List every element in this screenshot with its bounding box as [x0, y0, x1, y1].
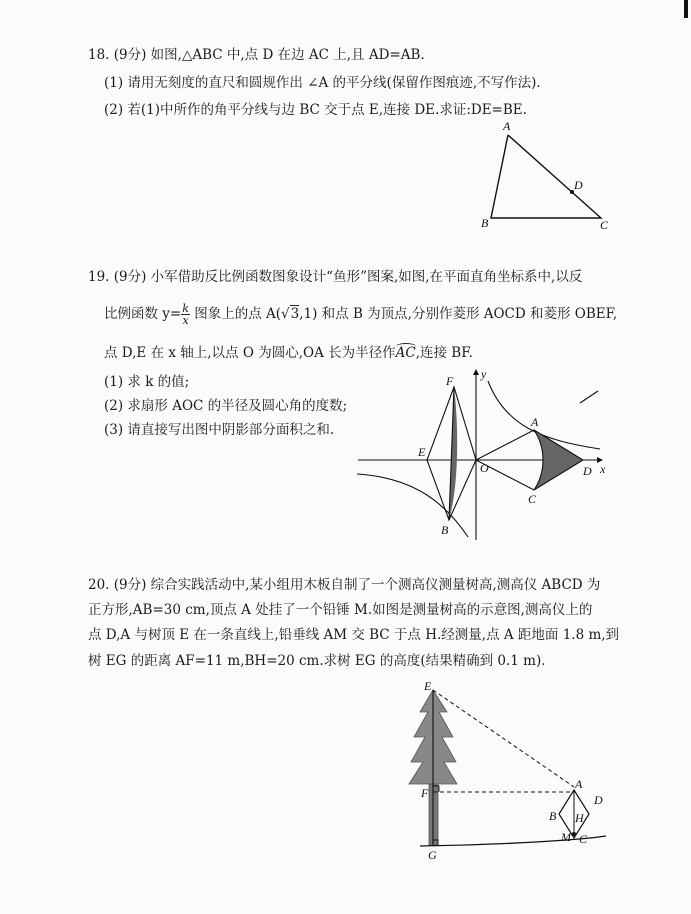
q20-line4: 树 EG 的距离 AF=11 m,BH=20 cm.求树 EG 的高度(结果精确到 0.1 m).: [88, 653, 546, 669]
label-d: D: [594, 793, 603, 807]
q20-line3: 点 D,A 与树顶 E 在一条直线上,铅垂线 AM 交 BC 于点 H.经测量,点 A 距地面 1.8 m,到: [88, 627, 620, 643]
q19-line2: 比例函数 y= $\frac{k}{x}$ 图象上的点 A(√3,1) 和点 B 为顶点,分别作菱形 AOCD 和菱形 OBEF,: [104, 302, 618, 327]
arc-ac-symbol: AC: [395, 345, 416, 361]
q19-line1: 19. (9分) 小军借助反比例函数图象设计“鱼形”图案,如图,在平面直角坐标系中,以反: [88, 269, 583, 285]
label-h: H: [575, 811, 584, 825]
label-c: C: [579, 832, 588, 846]
label-d: D: [574, 178, 583, 192]
q20-line2: 正方形,AB=30 cm,顶点 A 处挂了一个铅锤 M.如图是测量树高的示意图,测高仪上的: [88, 602, 593, 618]
label-f: F: [421, 786, 429, 800]
q19-part3: (3) 请直接写出图中阴影部分面积之和.: [104, 422, 335, 438]
q19-part2: (2) 求扇形 AOC 的半径及圆心角的度数;: [104, 398, 348, 414]
sight-line-ea: [433, 690, 574, 787]
label-x: x: [600, 462, 606, 476]
label-g: G: [428, 848, 437, 862]
label-o: O: [480, 461, 489, 475]
label-m: M: [561, 830, 571, 844]
q20-line1: 20. (9分) 综合实践活动中,某小组用木板自制了一个测高仪测量树高,测高仪 ABCD 为: [88, 577, 601, 593]
q18-stem: 18. (9分) 如图,△ABC 中,点 D 在边 AC 上,且 AD=AB.: [88, 47, 425, 63]
label-e: E: [418, 445, 426, 459]
q18-part1: (1) 请用无刻度的直尺和圆规作出 ∠A 的平分线(保留作图痕迹,不写作法).: [104, 75, 541, 91]
label-y: y: [481, 367, 487, 381]
q19-part1: (1) 求 k 的值;: [104, 374, 190, 390]
label-a: A: [575, 777, 583, 791]
label-e: E: [424, 679, 432, 693]
label-c: C: [600, 218, 609, 232]
label-b: B: [549, 809, 557, 823]
label-b: B: [441, 523, 449, 537]
fraction-k-over-x: $\frac{k}{x}$: [182, 302, 189, 327]
label-a: A: [531, 415, 539, 429]
label-c: C: [528, 492, 537, 506]
q19-line3: 点 D,E 在 x 轴上,以点 O 为圆心,OA 长为半径作AC,连接 BF.: [104, 345, 473, 361]
label-d: D: [583, 464, 592, 478]
label-b: B: [481, 216, 489, 230]
label-f: F: [446, 374, 454, 388]
q18-part2: (2) 若(1)中所作的角平分线与边 BC 交于点 E,连接 DE.求证:DE=BE.: [104, 102, 527, 118]
plumb-weight-m: [572, 832, 576, 836]
label-a: A: [503, 119, 511, 133]
